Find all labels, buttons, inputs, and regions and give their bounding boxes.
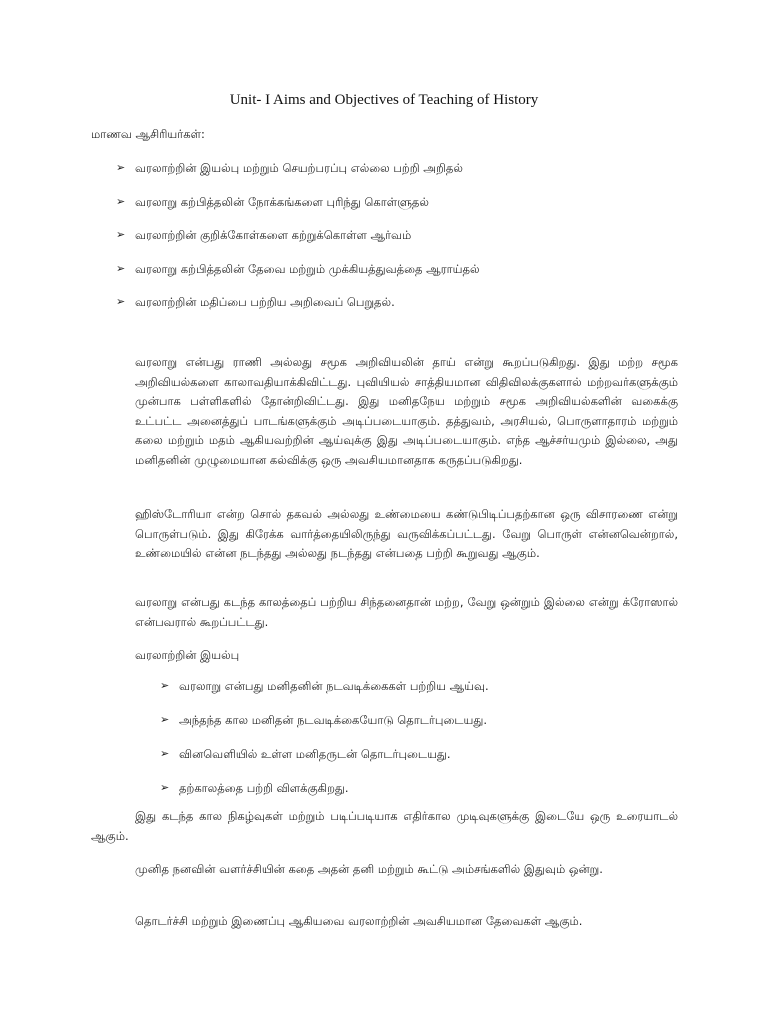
nature-list [160, 678, 680, 814]
list-item [116, 261, 716, 295]
list-item [160, 678, 680, 712]
arrow-bullet-icon: ➢ [160, 747, 170, 760]
list-item [116, 294, 716, 328]
arrow-bullet-icon: ➢ [116, 261, 126, 275]
paragraph-dialogue: இது கடந்த கால நிகழ்வுகள் மற்றும் படிப்படியாக எதிர்கால முடிவுகளுக்கு இடையே ஒரு உரையாடல் ஆகும். [91, 809, 678, 843]
paragraph-continuity: தொடர்ச்சி மற்றும் இணைப்பு ஆகியவை வரலாற்றின் அவசியமான தேவைகள் ஆகும். [135, 914, 583, 928]
document-title: Unit- I Aims and Objectives of Teaching of History [229, 92, 539, 108]
objective-text: வரலாற்றின் குறிக்கோள்களை கற்றுக்கொள்ள ஆர்வம் [135, 228, 412, 242]
objective-text: வரலாறு கற்பித்தலின் நோக்கங்களை புரிந்து கொள்ளுதல் [135, 194, 429, 209]
paragraph-history-mother: வரலாறு என்பது ராணி அல்லது சமூக அறிவியலின் தாய் என்று கூறப்படுகிறது. இது மற்ற சமூக அறிவியல்களை காலாவதியாக்கிவிட்டது. புவியியல் சாத்தியமான விதிவிலக்குகளால் மற்றவர்களுக்கும் முன்பாக பள்ளிகளில் தோன்றிவிட்டது. இது மனிதநேய மற்றும் சமூக அறிவியல்களின் வகைக்கு உட்பட்ட அனைத்துப் பாடங்களுக்கும் அடிப்படையாகும். தத்துவம், அரசியல், பொருளாதாரம் மற்றும் கலை மற்றும் மதம் ஆகியவற்றின் ஆய்வுக்கு இது அடிப்படையாகும். எந்த ஆச்சர்யமும் இல்லை, அது மனிதனின் முழுமையான கல்விக்கு ஒரு அவசியமானதாக கருதப்படுகிறது. [135, 355, 678, 467]
nature-text: வினவெளியில் உள்ள மனிதருடன் தொடர்புடையது. [179, 747, 451, 761]
objectives-list [116, 160, 716, 328]
arrow-bullet-icon: ➢ [116, 161, 126, 174]
paragraph-croce-quote: வரலாறு என்பது கடந்த காலத்தைப் பற்றிய சிந்தனைதான் மற்ற, வேறு ஒன்றும் இல்லை என்று க்ரோஸால் என்பவரால் கூறப்பட்டது. [135, 595, 678, 629]
paragraph-historia-meaning: ஹிஸ்டோரியா என்ற சொல் தகவல் அல்லது உண்மையை கண்டுபிடிப்பதற்கான ஒரு விசாரணை என்று பொருள்படும். இது கிரேக்க வார்த்தையிலிருந்து வருவிக்கப்பட்டது. வேறு பொருள் என்னவென்றால், உண்மையில் என்ன நடந்தது அல்லது நடந்தது என்பதை பற்றி கூறுவது ஆகும். [135, 507, 678, 560]
arrow-bullet-icon: ➢ [116, 228, 126, 241]
list-item [116, 160, 716, 194]
objective-text: வரலாற்றின் இயல்பு மற்றும் செயற்பரப்பு எல்லை பற்றி அறிதல் [135, 161, 463, 175]
list-item [160, 712, 680, 746]
student-teachers-label: மாணவ ஆசிரியர்கள்: [91, 127, 205, 141]
arrow-bullet-icon: ➢ [160, 713, 170, 726]
list-item [160, 746, 680, 780]
paragraph-consciousness: முனித நனவின் வளர்ச்சியின் கதை அதன் தனி மற்றும் கூட்டு அம்சங்களில் இதுவும் ஒன்று. [135, 862, 603, 876]
objective-text: வரலாற்றின் மதிப்பை பற்றிய அறிவைப் பெறுதல். [135, 295, 395, 309]
arrow-bullet-icon: ➢ [116, 295, 126, 308]
arrow-bullet-icon: ➢ [160, 781, 170, 794]
nature-text: அந்தந்த கால மனிதன் நடவடிக்கையோடு தொடர்புடையது. [179, 713, 487, 727]
list-item [116, 227, 716, 261]
nature-text: தற்காலத்தை பற்றி விளக்குகிறது. [179, 781, 349, 795]
arrow-bullet-icon: ➢ [116, 194, 126, 208]
objective-text: வரலாறு கற்பித்தலின் தேவை மற்றும் முக்கியத்துவத்தை ஆராய்தல் [135, 261, 480, 276]
arrow-bullet-icon: ➢ [160, 679, 170, 692]
nature-heading: வரலாற்றின் இயல்பு [135, 648, 240, 662]
list-item [116, 194, 716, 228]
nature-text: வரலாறு என்பது மனிதனின் நடவடிக்கைகள் பற்றிய ஆய்வு. [179, 679, 489, 693]
